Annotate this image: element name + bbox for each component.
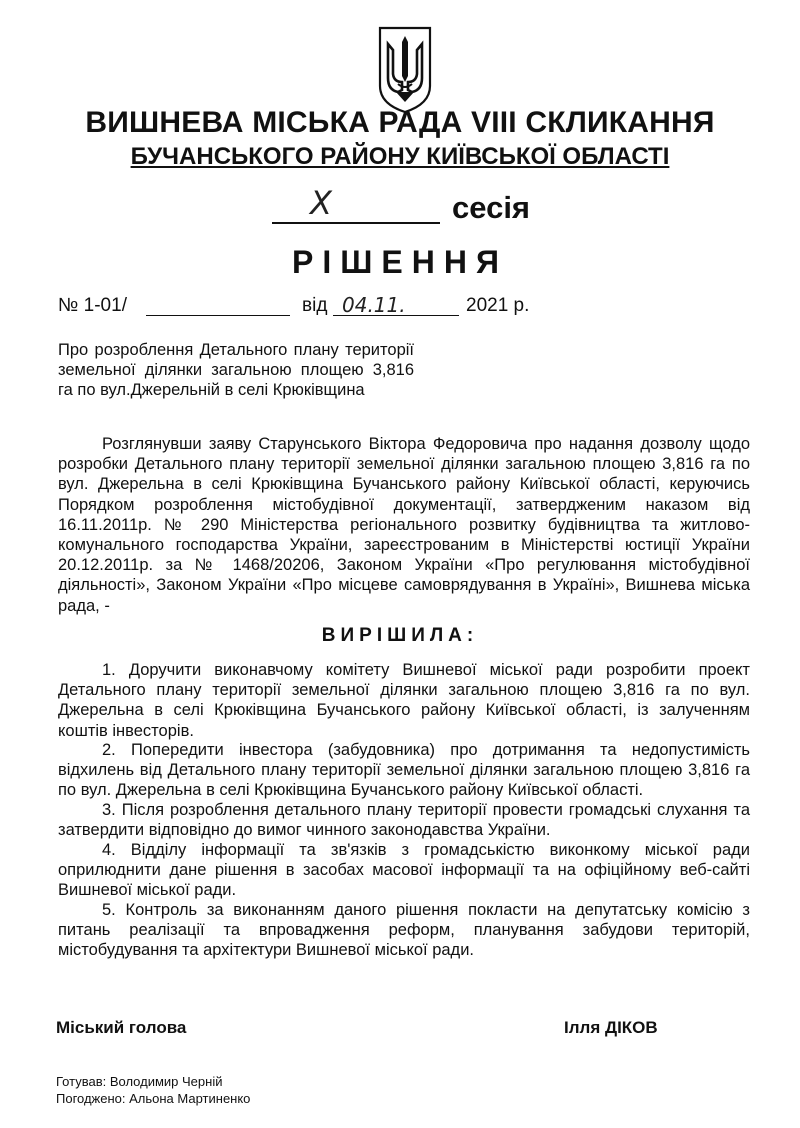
- coat-of-arms-icon: [376, 24, 434, 116]
- preamble: Розглянувши заяву Старунського Віктора Федоровича про надання дозволу щодо розробки Детального плану території земельної ділянки загальною площею 3,816 га по вул. Джерельна в селі Крюківщина Бучанського району Київської області, керуючись Порядком розроблення містобудівної документації, затвердженим наказом від 16.11.2011р. № 290 Міністерства регіонального розвитку будівництва та житлово-комунального господарства України, зареєстрованим в Міністерстві юстиції України 20.12.2011р. за № 1468/20206, Законом України «Про регулювання містобудівної діяльності», Законом України «Про місцеве самоврядування в Україні», Вишнева міська рада, -: [58, 435, 750, 615]
- decision-number-prefix: № 1-01/: [58, 295, 127, 316]
- prepared-by: Готував: Володимир Черній: [56, 1074, 223, 1089]
- resolution-item: 2. Попередити інвестора (забудовника) про дотримання та недопустимість відхилень від Детального плану території земельної ділянки загальною площею 3,816 га по вул. Джерельна в селі Крюківщина Бучанського району Київської області.: [58, 741, 750, 800]
- agreed-by: Погоджено: Альона Мартиненко: [56, 1091, 251, 1106]
- document-title: РІШЕННЯ: [292, 244, 508, 280]
- signature-name: Ілля ДІКОВ: [564, 1018, 658, 1037]
- council-name: ВИШНЕВА МІСЬКА РАДА VIII СКЛИКАННЯ: [85, 106, 715, 139]
- resolution-item: 4. Відділу інформації та зв'язків з громадськістю виконкому міської ради оприлюднити дане рішення в засобах масової інформації та на офіційному веб-сайті Вишневої міської ради.: [58, 841, 750, 900]
- district-name: БУЧАНСЬКОГО РАЙОНУ КИЇВСЬКОЇ ОБЛАСТІ: [130, 143, 670, 170]
- resolved-heading: ВИРІШИЛА:: [321, 625, 479, 646]
- decision-subject: Про розроблення Детального плану території земельної ділянки загальною площею 3,816 га по вул.Джерельній в селі Крюківщина: [58, 341, 414, 399]
- signature-title: Міський голова: [56, 1018, 187, 1037]
- resolution-item: 3. Після розроблення детального плану території провести громадські слухання та затвердити відповідно до вимог чинного законодавства України.: [58, 801, 750, 840]
- decision-year: 2021 р.: [466, 295, 530, 316]
- decision-number-line: [58, 295, 758, 325]
- session-number-blank: [272, 190, 440, 224]
- decision-number-blank: [146, 315, 290, 316]
- from-label: від: [302, 295, 328, 316]
- session-label: сесія: [452, 190, 531, 225]
- resolution-item: 1. Доручити виконавчому комітету Вишневої міської ради розробити проект Детального плану території земельної ділянки загальною площею 3,816 га по вул. Джерельна в селі Крюківщина Бучанського району Київської області, із залученням коштів інвесторів.: [58, 661, 750, 740]
- resolution-item: 5. Контроль за виконанням даного рішення покласти на депутатську комісію з питань реалізації та впровадження реформ, планування забудови територій, містобудування та архітектури Вишневої міської ради.: [58, 901, 750, 960]
- session-number: X: [310, 184, 332, 222]
- decision-date: 04.11.: [342, 293, 406, 317]
